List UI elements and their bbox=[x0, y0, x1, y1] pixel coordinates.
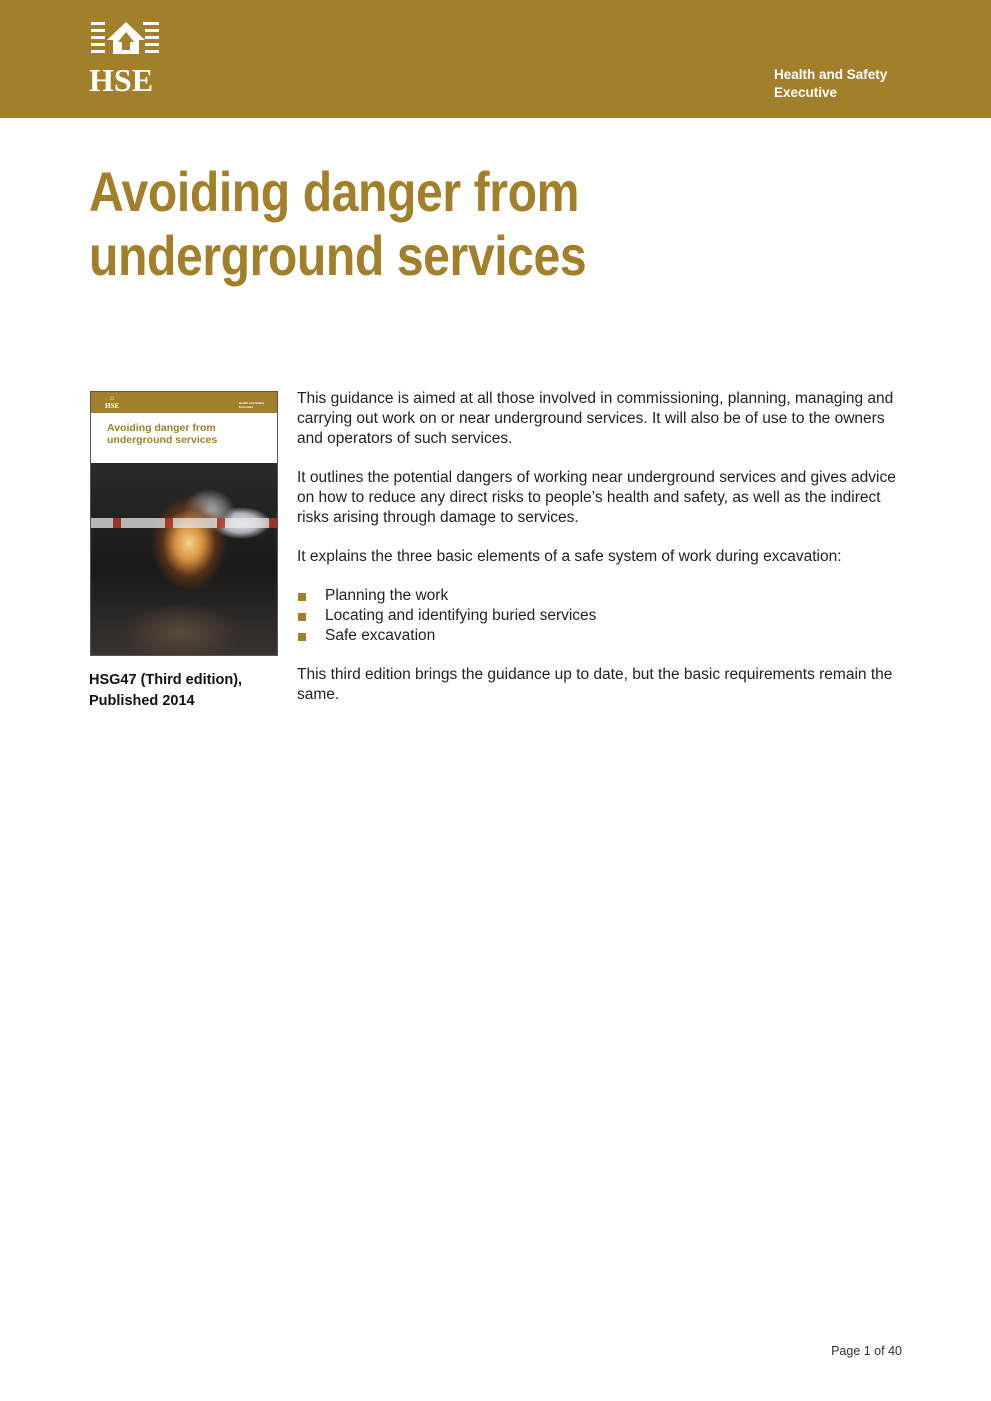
publication-line-2: Published 2014 bbox=[89, 693, 195, 709]
list-item-text: Planning the work bbox=[325, 587, 449, 604]
title-line-2: underground services bbox=[89, 224, 587, 287]
organisation-line-2: Executive bbox=[774, 85, 838, 100]
cover-logo-text: HSE bbox=[105, 402, 120, 410]
elements-list bbox=[297, 586, 909, 646]
organisation-name bbox=[774, 66, 974, 102]
cover-title-line-1: Avoiding danger from bbox=[107, 422, 216, 434]
list-item bbox=[297, 586, 909, 606]
cover-header-band bbox=[91, 392, 277, 413]
list-item-text: Locating and identifying buried services bbox=[325, 607, 597, 624]
header-band bbox=[0, 0, 991, 118]
list-item bbox=[297, 626, 909, 646]
page-number: Page 1 of 40 bbox=[831, 1344, 902, 1358]
publication-reference bbox=[89, 670, 279, 712]
cover-photo-barrier bbox=[91, 518, 277, 528]
organisation-line-1: Health and Safety bbox=[774, 67, 888, 82]
cover-logo bbox=[105, 394, 119, 410]
hse-logo-text: HSE bbox=[89, 62, 154, 98]
hse-emblem-icon bbox=[89, 20, 163, 64]
list-item-text: Safe excavation bbox=[325, 627, 436, 644]
square-bullet-icon bbox=[298, 593, 306, 601]
cover-organisation: Health and Safety Executive bbox=[239, 401, 265, 409]
cover-title bbox=[107, 422, 267, 446]
publication-line-1: HSG47 (Third edition), bbox=[89, 672, 243, 688]
cover-emblem-icon: ⌂ bbox=[109, 394, 115, 402]
intro-paragraph: This guidance is aimed at all those involved in commissioning, planning, managing and carrying out work on or near underground services. It will also be of use to the owners and operators of such services. bbox=[297, 390, 894, 447]
outline-paragraph: It outlines the potential dangers of working near underground services and gives advice on how to reduce any direct risks to people’s health and safety, as well as the indirect risks arising through damage to services. bbox=[297, 469, 896, 526]
square-bullet-icon bbox=[298, 613, 306, 621]
list-item bbox=[297, 606, 909, 626]
cover-title-line-2: underground services bbox=[107, 434, 218, 446]
page-title bbox=[89, 160, 794, 288]
cover-thumbnail bbox=[90, 391, 278, 656]
hse-logo bbox=[89, 20, 163, 98]
body-text bbox=[297, 389, 909, 724]
cover-photo bbox=[91, 463, 277, 656]
title-line-1: Avoiding danger from bbox=[89, 160, 579, 223]
square-bullet-icon bbox=[298, 633, 306, 641]
elements-paragraph: It explains the three basic elements of a safe system of work during excavation: bbox=[297, 548, 842, 565]
edition-paragraph: This third edition brings the guidance up to date, but the basic requirements remain the same. bbox=[297, 666, 893, 703]
